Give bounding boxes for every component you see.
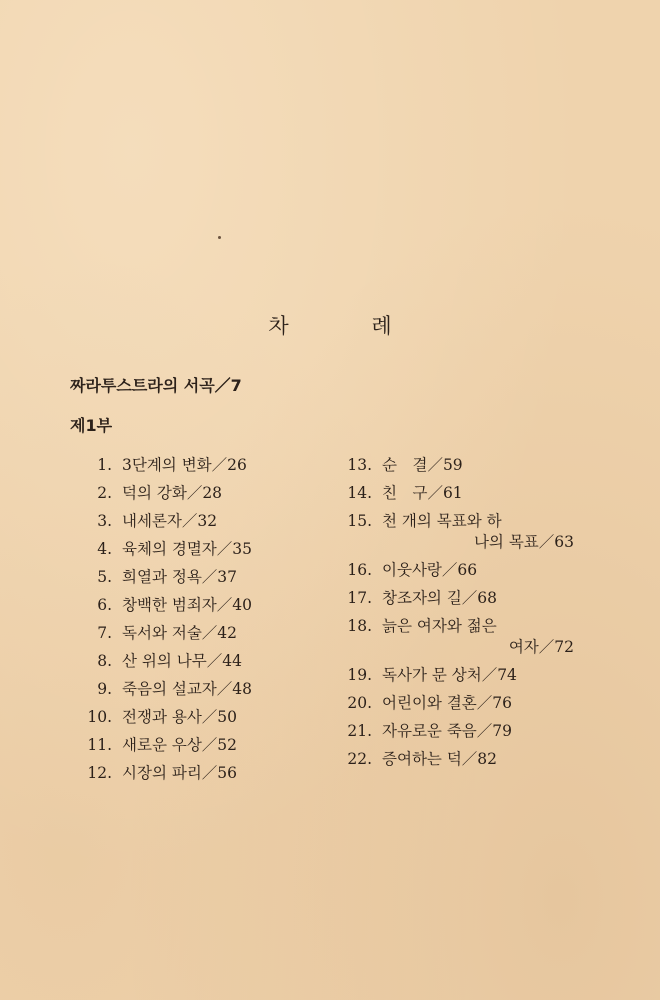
toc-entry (342, 661, 602, 689)
entry-title: 희열과 정욕／37 (122, 568, 238, 586)
toc-entry (342, 479, 602, 507)
prologue-entry: 짜라투스트라의 서곡／7 (70, 376, 242, 395)
toc-entry (74, 619, 314, 647)
entry-title: 창백한 범죄자／40 (122, 596, 252, 614)
entry-number: 12. (87, 764, 112, 782)
toc-entry (74, 703, 314, 731)
entry-title: 새로운 우상／52 (122, 736, 238, 754)
entry-number: 19. (347, 666, 372, 684)
entry-number: 4. (97, 540, 112, 558)
part-title: 제1부 (70, 416, 113, 435)
entry-number: 3. (97, 512, 112, 530)
toc-entry (342, 745, 602, 773)
entry-title: 전쟁과 용사／50 (122, 708, 238, 726)
toc-entry (74, 675, 314, 703)
paper-speck (218, 236, 221, 239)
entry-title: 증여하는 덕／82 (382, 750, 498, 768)
entry-title-line-1: 천 개의 목표와 하 (382, 512, 502, 530)
entry-title: 친 구／61 (382, 484, 463, 502)
entry-number: 18. (347, 617, 372, 635)
entry-title: 내세론자／32 (122, 512, 218, 530)
entry-title: 창조자의 길／68 (382, 589, 498, 607)
entry-title: 독서와 저술／42 (122, 624, 238, 642)
entry-title: 독사가 문 상처／74 (382, 666, 517, 684)
toc-entry (74, 563, 314, 591)
entry-title: 이웃사랑／66 (382, 561, 478, 579)
entry-title: 육체의 경멸자／35 (122, 540, 252, 558)
entry-title-line-1: 늙은 여자와 젊은 (382, 617, 497, 635)
entry-number: 20. (347, 694, 372, 712)
toc-entry (74, 591, 314, 619)
toc-entry (342, 612, 602, 661)
entry-number: 13. (347, 456, 372, 474)
entry-title: 순 결／59 (382, 456, 463, 474)
entry-number: 15. (347, 512, 372, 530)
entry-number: 7. (97, 624, 112, 642)
entry-number: 10. (87, 708, 112, 726)
toc-entry (342, 689, 602, 717)
toc-right-column (342, 451, 602, 773)
entry-title: 산 위의 나무／44 (122, 652, 242, 670)
toc-entry (342, 507, 602, 556)
entry-number: 6. (97, 596, 112, 614)
entry-title: 어린이와 결혼／76 (382, 694, 512, 712)
entry-title: 시장의 파리／56 (122, 764, 238, 782)
toc-entry (342, 717, 602, 745)
toc-entry (342, 584, 602, 612)
entry-title-line-2: 나의 목표／63 (473, 533, 574, 551)
entry-title: 자유로운 죽음／79 (382, 722, 512, 740)
entry-title: 덕의 강화／28 (122, 484, 223, 502)
toc-heading: 차 례 (268, 314, 430, 338)
entry-title: 죽음의 설교자／48 (122, 680, 252, 698)
entry-number: 8. (97, 652, 112, 670)
toc-entry (74, 535, 314, 563)
toc-entry (342, 556, 602, 584)
toc-entry (74, 479, 314, 507)
entry-number: 1. (97, 456, 112, 474)
entry-number: 9. (97, 680, 112, 698)
entry-title: 3단계의 변화／26 (122, 456, 247, 474)
entry-title (382, 612, 574, 661)
toc-left-column (74, 451, 314, 787)
entry-number: 22. (347, 750, 372, 768)
entry-title-line-2: 여자／72 (508, 638, 574, 656)
entry-number: 2. (97, 484, 112, 502)
entry-number: 16. (347, 561, 372, 579)
toc-entry (74, 507, 314, 535)
entry-number: 14. (347, 484, 372, 502)
entry-number: 17. (347, 589, 372, 607)
toc-entry (74, 647, 314, 675)
entry-number: 21. (347, 722, 372, 740)
entry-title (382, 507, 574, 556)
entry-number: 5. (97, 568, 112, 586)
entry-number: 11. (87, 736, 112, 754)
toc-entry (74, 731, 314, 759)
toc-entry (74, 759, 314, 787)
toc-entry (74, 451, 314, 479)
toc-entry (342, 451, 602, 479)
